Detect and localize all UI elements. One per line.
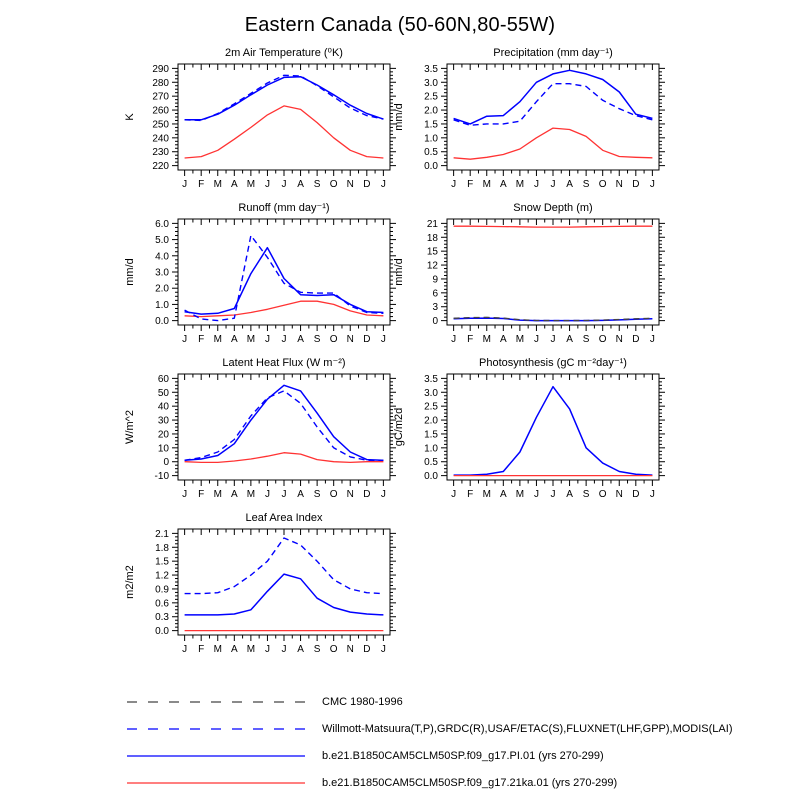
svg-text:1.5: 1.5 — [424, 119, 438, 131]
svg-text:J: J — [264, 179, 270, 190]
svg-text:F: F — [467, 179, 474, 190]
svg-text:M: M — [213, 334, 222, 345]
svg-text:M: M — [515, 334, 525, 345]
svg-text:0.0: 0.0 — [155, 316, 169, 328]
svg-text:20: 20 — [157, 429, 169, 441]
legend — [127, 688, 787, 796]
svg-text:Leaf Area Index: Leaf Area Index — [245, 512, 323, 524]
svg-text:15: 15 — [426, 246, 438, 258]
svg-text:S: S — [582, 179, 590, 190]
svg-text:J: J — [533, 334, 539, 345]
svg-text:1.2: 1.2 — [155, 570, 169, 582]
svg-text:A: A — [566, 489, 573, 500]
svg-text:S: S — [582, 334, 590, 345]
svg-text:mm/d: mm/d — [124, 258, 136, 286]
svg-text:3.5: 3.5 — [424, 63, 438, 75]
svg-text:10: 10 — [157, 443, 169, 455]
svg-text:0.0: 0.0 — [424, 161, 438, 173]
panel-air-temperature — [116, 46, 416, 198]
legend-item — [127, 769, 787, 796]
legend-line-sample — [127, 695, 305, 709]
svg-text:J: J — [649, 334, 655, 345]
svg-text:0: 0 — [163, 457, 169, 469]
svg-text:280: 280 — [152, 77, 169, 89]
svg-text:6.0: 6.0 — [155, 218, 169, 230]
svg-text:J: J — [533, 489, 539, 500]
svg-text:M: M — [482, 489, 491, 500]
svg-text:A: A — [499, 489, 507, 500]
svg-text:1.0: 1.0 — [155, 299, 169, 311]
svg-text:J: J — [550, 334, 556, 345]
svg-text:4.0: 4.0 — [155, 251, 169, 263]
svg-text:O: O — [598, 489, 607, 500]
legend-item — [127, 688, 787, 715]
svg-text:S: S — [313, 489, 321, 500]
svg-text:O: O — [329, 489, 338, 500]
svg-text:D: D — [632, 489, 640, 500]
svg-text:A: A — [230, 644, 238, 655]
svg-text:J: J — [182, 334, 188, 345]
svg-text:A: A — [297, 179, 304, 190]
svg-text:3.0: 3.0 — [424, 387, 438, 399]
svg-text:O: O — [598, 334, 607, 345]
panel-runoff — [116, 201, 416, 353]
panel-snow-depth — [385, 201, 685, 353]
svg-text:0: 0 — [432, 316, 438, 328]
svg-text:D: D — [363, 334, 371, 345]
svg-text:1.5: 1.5 — [155, 556, 169, 568]
panel-latent-heat-flux — [116, 356, 416, 508]
svg-text:18: 18 — [426, 232, 438, 244]
svg-text:W/m^2: W/m^2 — [124, 410, 136, 444]
svg-text:J: J — [380, 489, 386, 500]
legend-label: Willmott-Matsuura(T,P),GRDC(R),USAF/ETAC(S),FLUXNET(LHF,GPP),MODIS(LAI) — [322, 722, 733, 735]
svg-text:2m Air Temperature (⁰K): 2m Air Temperature (⁰K) — [225, 47, 343, 59]
svg-text:D: D — [632, 334, 640, 345]
svg-text:J: J — [451, 489, 457, 500]
panel-precipitation — [385, 46, 685, 198]
svg-text:D: D — [363, 489, 371, 500]
svg-text:A: A — [297, 334, 304, 345]
svg-text:M: M — [246, 334, 256, 345]
svg-text:M: M — [246, 179, 256, 190]
svg-text:270: 270 — [152, 91, 169, 103]
svg-text:2.5: 2.5 — [424, 91, 438, 103]
svg-text:J: J — [380, 334, 386, 345]
svg-text:240: 240 — [152, 133, 169, 145]
svg-text:J: J — [182, 489, 188, 500]
svg-text:N: N — [615, 179, 623, 190]
svg-text:F: F — [467, 334, 474, 345]
svg-text:J: J — [281, 179, 287, 190]
legend-label: b.e21.B1850CAM5CLM50SP.f09_g17.PI.01 (yrs 270-299) — [322, 749, 604, 762]
legend-line-sample — [127, 776, 305, 790]
svg-text:0.0: 0.0 — [424, 471, 438, 483]
svg-text:S: S — [313, 179, 321, 190]
svg-text:D: D — [363, 179, 371, 190]
svg-text:gC/m2d: gC/m2d — [393, 407, 405, 447]
svg-text:K: K — [124, 113, 136, 121]
svg-text:mm/d: mm/d — [393, 103, 405, 131]
legend-item — [127, 742, 787, 769]
svg-text:S: S — [313, 334, 321, 345]
svg-text:2.0: 2.0 — [155, 283, 169, 295]
svg-text:O: O — [329, 334, 338, 345]
svg-text:230: 230 — [152, 147, 169, 159]
svg-text:60: 60 — [157, 373, 169, 385]
svg-text:M: M — [213, 644, 222, 655]
svg-text:A: A — [230, 489, 238, 500]
svg-text:2.0: 2.0 — [424, 105, 438, 117]
svg-text:J: J — [182, 179, 188, 190]
svg-text:N: N — [346, 179, 354, 190]
svg-text:1.0: 1.0 — [424, 443, 438, 455]
svg-text:O: O — [329, 179, 338, 190]
svg-text:J: J — [533, 179, 539, 190]
svg-text:A: A — [230, 334, 238, 345]
svg-text:M: M — [515, 489, 525, 500]
svg-text:J: J — [649, 179, 655, 190]
svg-text:J: J — [649, 489, 655, 500]
svg-text:21: 21 — [426, 218, 438, 230]
svg-text:M: M — [246, 489, 256, 500]
svg-text:A: A — [230, 179, 238, 190]
svg-text:Runoff (mm day⁻¹): Runoff (mm day⁻¹) — [238, 202, 330, 214]
legend-label: CMC 1980-1996 — [322, 695, 403, 708]
figure-title: Eastern Canada (50-60N,80-55W) — [244, 14, 556, 36]
svg-text:Precipitation (mm day⁻¹): Precipitation (mm day⁻¹) — [493, 47, 613, 59]
svg-text:D: D — [632, 179, 640, 190]
svg-text:40: 40 — [157, 401, 169, 413]
svg-text:J: J — [281, 644, 287, 655]
svg-text:N: N — [615, 489, 623, 500]
svg-text:1.0: 1.0 — [424, 133, 438, 145]
svg-text:0.5: 0.5 — [424, 457, 438, 469]
svg-text:30: 30 — [157, 415, 169, 427]
svg-text:F: F — [198, 334, 205, 345]
svg-text:0.5: 0.5 — [424, 147, 438, 159]
svg-text:M: M — [213, 179, 222, 190]
svg-text:S: S — [582, 489, 590, 500]
svg-text:A: A — [499, 179, 507, 190]
svg-text:M: M — [515, 179, 525, 190]
svg-text:2.5: 2.5 — [424, 401, 438, 413]
svg-text:N: N — [346, 334, 354, 345]
legend-line-sample — [127, 749, 305, 763]
svg-text:J: J — [281, 489, 287, 500]
svg-text:2.0: 2.0 — [424, 415, 438, 427]
svg-text:M: M — [246, 644, 256, 655]
svg-text:J: J — [380, 644, 386, 655]
svg-text:J: J — [550, 489, 556, 500]
legend-line-sample — [127, 722, 305, 736]
svg-text:J: J — [380, 179, 386, 190]
svg-text:A: A — [297, 489, 304, 500]
svg-text:J: J — [264, 644, 270, 655]
svg-text:5.0: 5.0 — [155, 235, 169, 247]
svg-text:0.0: 0.0 — [155, 626, 169, 638]
legend-item — [127, 715, 787, 742]
svg-text:0.6: 0.6 — [155, 598, 169, 610]
svg-text:M: M — [482, 334, 491, 345]
svg-text:mm/d: mm/d — [393, 258, 405, 286]
svg-text:m2/m2: m2/m2 — [124, 565, 136, 599]
svg-text:220: 220 — [152, 161, 169, 173]
svg-text:J: J — [550, 179, 556, 190]
svg-text:J: J — [264, 334, 270, 345]
panel-leaf-area-index — [116, 511, 416, 663]
svg-text:-10: -10 — [154, 471, 169, 483]
svg-text:F: F — [467, 489, 474, 500]
panel-photosynthesis — [385, 356, 685, 508]
svg-text:3.0: 3.0 — [155, 267, 169, 279]
svg-text:12: 12 — [426, 260, 438, 272]
svg-text:M: M — [213, 489, 222, 500]
svg-text:3: 3 — [432, 302, 438, 314]
svg-text:6: 6 — [432, 288, 438, 300]
svg-text:0.9: 0.9 — [155, 584, 169, 596]
svg-text:N: N — [346, 489, 354, 500]
legend-label: b.e21.B1850CAM5CLM50SP.f09_g17.21ka.01 (yrs 270-299) — [322, 776, 618, 789]
svg-text:250: 250 — [152, 119, 169, 131]
svg-text:3.5: 3.5 — [424, 373, 438, 385]
svg-text:S: S — [313, 644, 321, 655]
svg-text:O: O — [598, 179, 607, 190]
svg-text:J: J — [182, 644, 188, 655]
svg-text:260: 260 — [152, 105, 169, 117]
svg-text:N: N — [346, 644, 354, 655]
svg-text:J: J — [451, 334, 457, 345]
svg-text:Latent Heat Flux (W m⁻²): Latent Heat Flux (W m⁻²) — [222, 357, 346, 369]
svg-text:F: F — [198, 489, 205, 500]
svg-text:9: 9 — [432, 274, 438, 286]
svg-text:J: J — [451, 179, 457, 190]
svg-text:A: A — [566, 334, 573, 345]
svg-text:A: A — [297, 644, 304, 655]
svg-text:F: F — [198, 644, 205, 655]
svg-text:N: N — [615, 334, 623, 345]
svg-text:A: A — [566, 179, 573, 190]
svg-text:3.0: 3.0 — [424, 77, 438, 89]
svg-text:A: A — [499, 334, 507, 345]
svg-text:1.8: 1.8 — [155, 542, 169, 554]
svg-text:50: 50 — [157, 387, 169, 399]
svg-text:Snow Depth (m): Snow Depth (m) — [513, 202, 593, 214]
svg-text:M: M — [482, 179, 491, 190]
svg-text:J: J — [264, 489, 270, 500]
svg-text:F: F — [198, 179, 205, 190]
svg-text:D: D — [363, 644, 371, 655]
svg-text:2.1: 2.1 — [155, 528, 169, 540]
svg-text:O: O — [329, 644, 338, 655]
svg-text:1.5: 1.5 — [424, 429, 438, 441]
svg-text:0.3: 0.3 — [155, 612, 169, 624]
svg-text:J: J — [281, 334, 287, 345]
svg-text:290: 290 — [152, 63, 169, 75]
svg-text:Photosynthesis (gC m⁻²day⁻¹): Photosynthesis (gC m⁻²day⁻¹) — [479, 357, 627, 369]
